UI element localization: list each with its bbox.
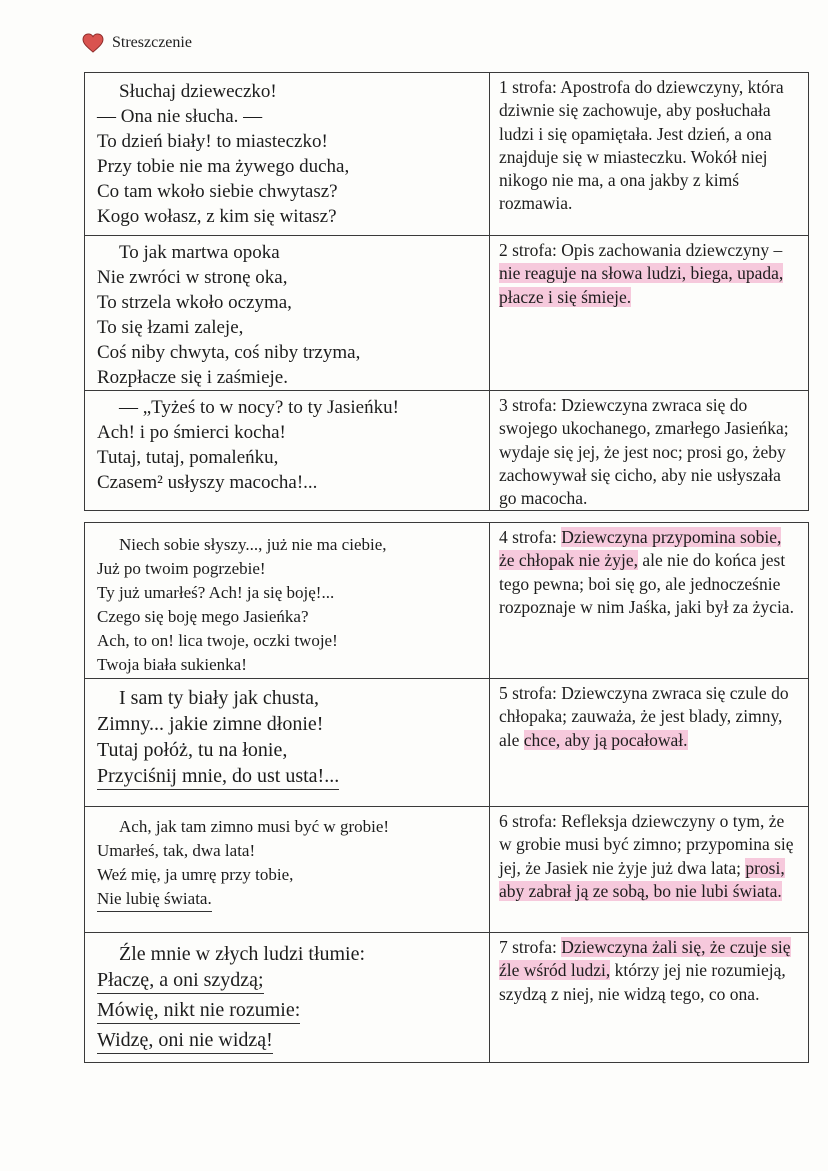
verse-line: Widzę, oni nie widzą! <box>97 1027 273 1054</box>
highlighted-text: prosi, aby zabrał ją ze sobą, bo nie lubi świata. <box>499 857 785 901</box>
verse-line: To się łzami zaleje, <box>97 317 244 338</box>
stanza-row-3 <box>85 391 809 511</box>
verse-line: Niech sobie słyszy..., już nie ma ciebie, <box>119 535 387 554</box>
verse-line: To dzień biały! to miasteczko! <box>97 131 328 152</box>
verse-line: I sam ty biały jak chusta, <box>119 687 319 709</box>
verse-line: To strzela wkoło oczyma, <box>97 292 292 313</box>
verse-line: Płaczę, a oni szydzą; <box>97 967 264 994</box>
verse-line: Twoja biała sukienka! <box>97 655 247 674</box>
summary-text: ale nie do końca jest tego pewna; boi się go, ale jednocześnie rozpoznaje w nim Jaśka, jaki był za życia. <box>499 550 794 617</box>
summary-text: 3 strofa: Dziewczyna zwraca się do swojego ukochanego, zmarłego Jasieńka; wydaje się jej, że jest noc; prosi go, żeby zachowywał się cicho, aby nie usłyszała go macocha. <box>499 395 789 509</box>
verse-line: Coś niby chwyta, coś niby trzyma, <box>97 342 361 363</box>
poem-cell <box>85 73 490 236</box>
verse-line: Czego się boję mego Jasieńka? <box>97 607 309 626</box>
verse-line: To jak martwa opoka <box>119 242 280 263</box>
summary-cell <box>490 807 809 933</box>
verse-line: Umarłeś, tak, dwa lata! <box>97 841 256 860</box>
summary-text: 7 strofa: <box>499 937 562 957</box>
verse-line: Mówię, nikt nie rozumie: <box>97 997 300 1024</box>
highlighted-text: Dziewczyna przypomina sobie, że chłopak nie żyje, <box>499 527 782 571</box>
verse-line: Przy tobie nie ma żywego ducha, <box>97 156 350 177</box>
verse-line: Co tam wkoło siebie chwytasz? <box>97 181 338 202</box>
highlighted-text: chce, aby ją pocałował. <box>523 729 688 750</box>
verse-line: Już po twoim pogrzebie! <box>97 559 266 578</box>
poem-cell <box>85 807 490 933</box>
verse-line: Słuchaj dzieweczko! <box>119 81 277 102</box>
verse-line: Tutaj, tutaj, pomaleńku, <box>97 447 279 468</box>
summary-text: 5 strofa: Dziewczyna zwraca się czule do chłopaka; zauważa, że jest blady, zimny, ale <box>499 683 789 750</box>
verse-line: Ach, to on! lica twoje, oczki twoje! <box>97 631 338 650</box>
summary-cell <box>490 236 809 391</box>
poem-cell <box>85 679 490 807</box>
summary-cell <box>490 679 809 807</box>
verse-line: Przyciśnij mnie, do ust usta!... <box>97 763 339 790</box>
verse-line: — „Tyżeś to w nocy? to ty Jasieńku! <box>119 397 399 418</box>
verse-line: Ty już umarłeś? Ach! ja się boję!... <box>97 583 335 602</box>
stanza-row-7 <box>85 933 809 1063</box>
verse-line: Nie lubię świata. <box>97 887 212 912</box>
poem-cell <box>85 523 490 679</box>
verse-line: Ach! i po śmierci kocha! <box>97 422 286 443</box>
summary-table-1 <box>84 72 809 511</box>
verse-line: Weź mię, ja umrę przy tobie, <box>97 865 294 884</box>
highlighted-text: nie reaguje na słowa ludzi, biega, upada, płacze i się śmieje. <box>499 263 784 307</box>
summary-table-2 <box>84 522 809 1063</box>
summary-text: 2 strofa: Opis zachowania dziewczyny – <box>499 240 783 260</box>
heart-icon <box>82 33 104 53</box>
verse-line: Źle mnie w złych ludzi tłumie: <box>119 943 366 965</box>
stanza-row-2 <box>85 236 809 391</box>
page-title: Streszczenie <box>112 34 192 51</box>
summary-text: 4 strofa: <box>499 527 562 547</box>
verse-line: Rozpłacze się i zaśmieje. <box>97 367 288 388</box>
poem-cell <box>85 391 490 511</box>
stanza-row-6 <box>85 807 809 933</box>
page-header <box>82 30 192 56</box>
poem-cell <box>85 236 490 391</box>
highlighted-text: Dziewczyna żali się, że czuje się źle wśród ludzi, <box>499 937 791 981</box>
stanza-row-5 <box>85 679 809 807</box>
summary-cell <box>490 933 809 1063</box>
stanza-row-4 <box>85 523 809 679</box>
verse-line: — Ona nie słucha. — <box>97 106 263 127</box>
verse-line: Zimny... jakie zimne dłonie! <box>97 713 324 735</box>
summary-cell <box>490 523 809 679</box>
verse-line: Tutaj połóż, tu na łonie, <box>97 739 288 761</box>
summary-text: 1 strofa: Apostrofa do dziewczyny, która dziwnie się zachowuje, aby posłuchała ludzi i się opamiętała. Jest dzień, a ona znajduje się w miasteczku. Wokół niej nikogo nie ma, a ona jakby z kimś rozmawia. <box>499 77 784 214</box>
verse-line: Nie zwróci w stronę oka, <box>97 267 288 288</box>
summary-text: 6 strofa: Refleksja dziewczyny o tym, że w grobie musi być zimno; przypomina się jej, że Jasiek nie żyje już dwa lata; <box>499 811 794 878</box>
stanza-row-1 <box>85 73 809 236</box>
verse-line: Ach, jak tam zimno musi być w grobie! <box>119 817 390 836</box>
summary-cell <box>490 73 809 236</box>
verse-line: Kogo wołasz, z kim się witasz? <box>97 206 337 227</box>
poem-cell <box>85 933 490 1063</box>
summary-text: którzy jej nie rozumieją, szydzą z niej, nie widzą tego, co ona. <box>499 960 786 1004</box>
verse-line: Czasem² usłyszy macocha!... <box>97 472 318 493</box>
summary-cell <box>490 391 809 511</box>
